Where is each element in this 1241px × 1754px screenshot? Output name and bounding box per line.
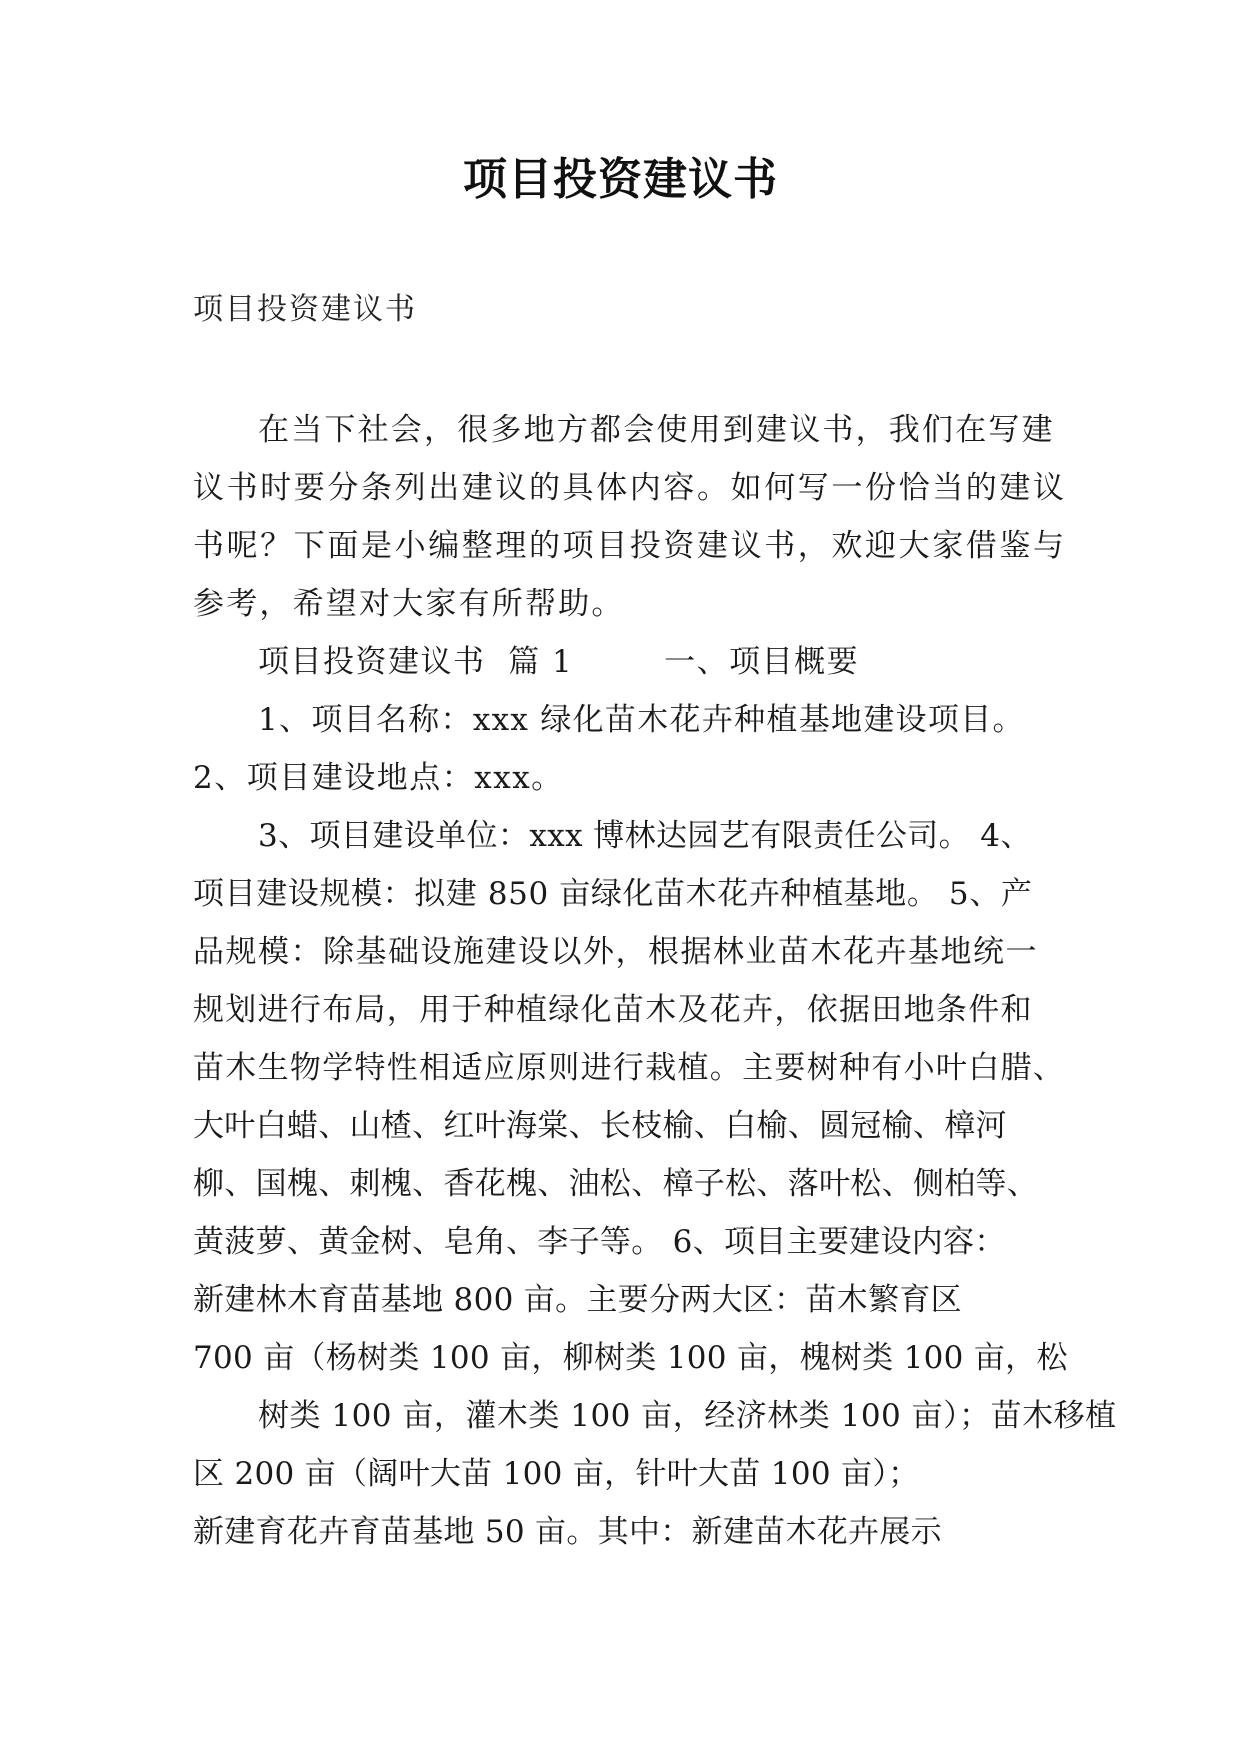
body-line: 品规模：除基础设施建设以外，根据林业苗木花卉基地统一 bbox=[193, 934, 1038, 970]
body-line: 苗木生物学特性相适应原则进行栽植。主要树种有小叶白腊、 bbox=[193, 1050, 1066, 1086]
body-line: 柳、国槐、刺槐、香花槐、油松、樟子松、落叶松、侧柏等、 bbox=[193, 1166, 1039, 1202]
body-line: 树类 100 亩，灌木类 100 亩，经济林类 100 亩）；苗木移植 bbox=[258, 1398, 1117, 1434]
body-line: 区 200 亩（阔叶大苗 100 亩，针叶大苗 100 亩）； bbox=[193, 1456, 920, 1492]
body-line: 3、项目建设单位：xxx 博林达园艺有限责任公司。 4、 bbox=[258, 818, 1032, 854]
body-line: 新建育花卉育苗基地 50 亩。其中：新建苗木花卉展示 bbox=[193, 1514, 942, 1550]
body-line: 大叶白蜡、山楂、红叶海棠、长枝榆、白榆、圆冠榆、樟河 bbox=[193, 1108, 1007, 1144]
body-line: 1、项目名称：xxx 绿化苗木花卉种植基地建设项目。 bbox=[258, 702, 1025, 738]
document-title: 项目投资建议书 bbox=[463, 154, 778, 205]
body-line: 参考，希望对大家有所帮助。 bbox=[193, 586, 625, 622]
body-line: 书呢？下面是小编整理的项目投资建议书，欢迎大家借鉴与 bbox=[193, 528, 1067, 564]
body-line: 项目建设规模：拟建 850 亩绿化苗木花卉种植基地。 5、产 bbox=[193, 876, 1033, 912]
body-line: 新建林木育苗基地 800 亩。主要分两大区：苗木繁育区 bbox=[193, 1282, 962, 1318]
body-line: 在当下社会，很多地方都会使用到建议书，我们在写建 bbox=[258, 412, 1055, 448]
body-line: 项目投资建议书 篇 1 一、项目概要 bbox=[258, 644, 860, 680]
body-line: 2、项目建设地点：xxx。 bbox=[193, 760, 564, 796]
document-subtitle: 项目投资建议书 bbox=[193, 292, 417, 327]
body-line: 黄菠萝、黄金树、皂角、李子等。 6、项目主要建设内容： bbox=[193, 1224, 1006, 1260]
body-line: 规划进行布局，用于种植绿化苗木及花卉，依据田地条件和 bbox=[193, 992, 1033, 1028]
body-line: 议书时要分条列出建议的具体内容。如何写一份恰当的建议 bbox=[193, 470, 1067, 506]
body-line: 700 亩（杨树类 100 亩，柳树类 100 亩，槐树类 100 亩，松 bbox=[193, 1340, 1068, 1376]
